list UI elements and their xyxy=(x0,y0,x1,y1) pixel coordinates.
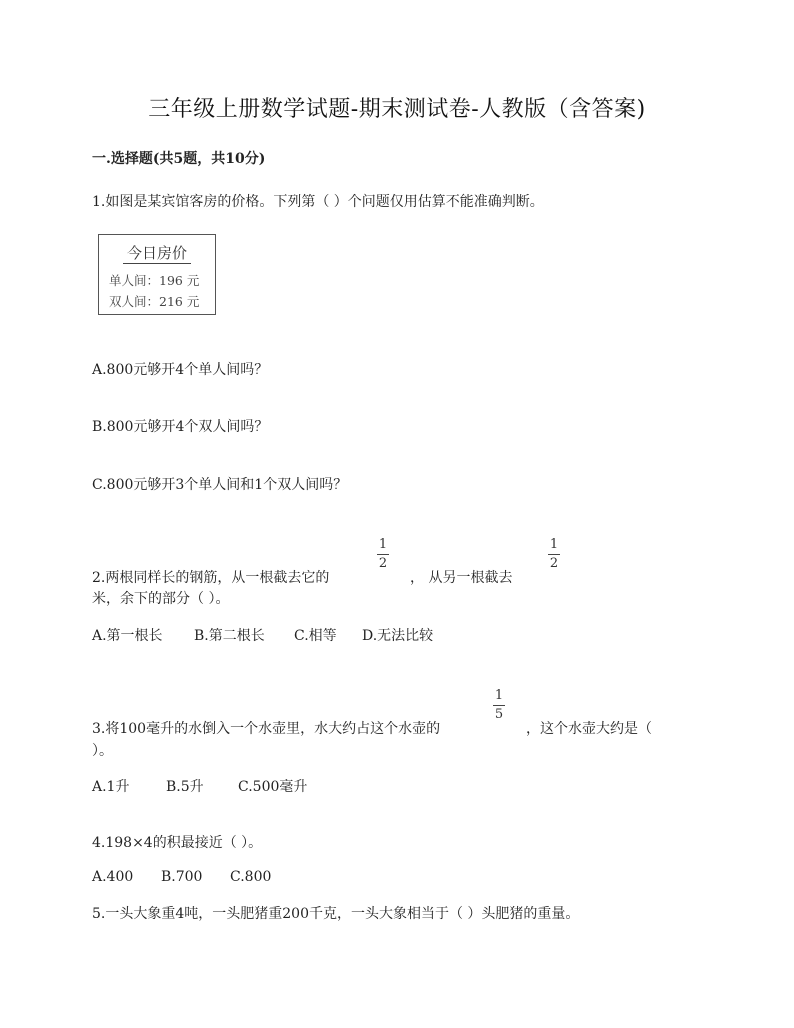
page-title: 三年级上册数学试题-期末测试卷-人教版（含答案) xyxy=(148,97,646,122)
q3-fraction-bar xyxy=(493,705,505,706)
q3-stem-line2: ）。 xyxy=(92,743,113,759)
q4-option-c: C.800 xyxy=(230,869,272,885)
q3-option-c: C.500毫升 xyxy=(238,779,308,795)
q2-stem-part2: ， 从另一根截去 xyxy=(410,570,513,586)
price-card-underline xyxy=(123,263,191,264)
q2-stem-part1: 2.两根同样长的钢筋，从一根截去它的 xyxy=(92,570,330,586)
q2-stem-line2: 米，余下的部分（ ）。 xyxy=(92,591,230,607)
q2-fraction-2-numerator: 1 xyxy=(549,537,559,552)
q3-fraction xyxy=(492,689,506,722)
section-heading: 一.选择题(共5题，共10分) xyxy=(92,151,266,167)
q3-fraction-denominator: 5 xyxy=(494,707,504,722)
price-card-heading: 今日房价 xyxy=(126,244,187,262)
q2-fraction-1 xyxy=(376,538,390,571)
q2-fraction-1-denominator: 2 xyxy=(378,556,388,571)
q4-option-b: B.700 xyxy=(161,869,203,885)
q2-fraction-1-numerator: 1 xyxy=(378,537,388,552)
q4-option-a: A.400 xyxy=(92,869,134,885)
q3-fraction-numerator: 1 xyxy=(494,688,504,703)
q2-fraction-2-bar xyxy=(548,554,560,555)
q2-fraction-2-denominator: 2 xyxy=(549,556,559,571)
q3-stem-part1: 3.将100毫升的水倒入一个水壶里，水大约占这个水壶的 xyxy=(92,721,441,737)
q2-option-b: B.第二根长 xyxy=(194,628,265,644)
q2-option-d: D.无法比较 xyxy=(362,628,434,644)
q1-option-a: A.800元够开4个单人间吗？ xyxy=(92,362,269,378)
price-card xyxy=(98,234,216,315)
q4-stem: 4.198×4的积最接近（ ）。 xyxy=(92,835,263,851)
q3-option-b: B.5升 xyxy=(166,779,204,795)
price-single-room: 单人间：196 元 xyxy=(109,273,200,288)
q5-stem: 5.一头大象重4吨，一头肥猪重200千克，一头大象相当于（ ）头肥猪的重量。 xyxy=(92,906,580,922)
q1-option-c: C.800元够开3个单人间和1个双人间吗？ xyxy=(92,477,348,493)
q3-stem-part2: ，这个水壶大约是（ xyxy=(526,721,652,737)
q2-option-c: C.相等 xyxy=(294,628,337,644)
q1-stem: 1.如图是某宾馆客房的价格。下列第（ ）个问题仅用估算不能准确判断。 xyxy=(92,194,544,210)
q2-fraction-2 xyxy=(547,538,561,571)
q2-fraction-1-bar xyxy=(377,554,389,555)
q1-option-b: B.800元够开4个双人间吗？ xyxy=(92,419,269,435)
price-double-room: 双人间：216 元 xyxy=(109,294,200,309)
q3-option-a: A.1升 xyxy=(92,779,130,795)
q2-option-a: A.第一根长 xyxy=(92,628,163,644)
